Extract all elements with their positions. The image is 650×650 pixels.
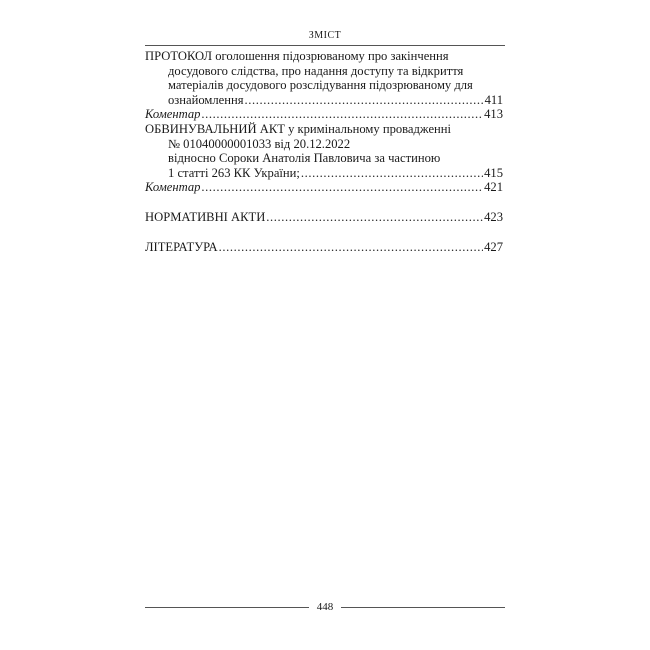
toc-entry-comment-1[interactable]: [145, 107, 503, 122]
toc-entry-text: НОРМАТИВНІ АКТИ: [145, 209, 266, 224]
toc-page-number: 423: [484, 209, 503, 224]
toc-entry-line: відносно Сороки Анатолія Павловича за частиною: [168, 151, 441, 166]
toc-entry-text: ЛІТЕРАТУРА: [145, 239, 218, 254]
toc-entry-line: ОБВИНУВАЛЬНИЙ АКТ у кримінальному провадженні: [145, 121, 452, 136]
page-footer: [145, 601, 505, 613]
toc-entry-last-line: [145, 93, 503, 108]
toc-page-number: 421: [484, 180, 503, 195]
dot-leader: [201, 107, 483, 122]
toc-entry-line: матеріалів досудового розслідування підозрюваному для: [168, 78, 473, 93]
toc-entry-text: ознайомлення: [168, 92, 244, 107]
header-rule: [145, 45, 505, 46]
toc-entry-line: ПРОТОКОЛ оголошення підозрюваному про закінчення: [145, 49, 449, 63]
toc-entry-line: № 01040000001033 від 20.12.2022: [168, 136, 351, 151]
toc-entry-protocol[interactable]: [145, 49, 503, 107]
table-of-contents: [145, 49, 503, 254]
toc-entry-last-line: [145, 166, 503, 181]
spacer: [145, 225, 503, 240]
toc-entry-text: Коментар: [145, 180, 201, 195]
page-number: 448: [316, 601, 334, 613]
dot-leader: [301, 166, 483, 181]
toc-entry-line: досудового слідства, про надання доступу та відкриття: [168, 63, 464, 78]
dot-leader: [245, 93, 484, 108]
toc-entry-indictment[interactable]: [145, 122, 503, 180]
toc-page-number: 415: [484, 165, 503, 180]
toc-entry-normative-acts[interactable]: [145, 210, 503, 225]
toc-entry-text: Коментар: [145, 107, 201, 122]
dot-leader: [266, 210, 483, 225]
spacer: [145, 195, 503, 210]
toc-page-number: 427: [484, 239, 503, 254]
toc-page-number: 411: [484, 92, 503, 107]
toc-entry-literature[interactable]: [145, 240, 503, 255]
running-head: ЗМІСТ: [308, 30, 342, 41]
toc-page-number: 413: [484, 107, 503, 122]
dot-leader: [201, 180, 483, 195]
footer-rule-left: [145, 607, 309, 608]
toc-entry-text: 1 статті 263 КК України;: [168, 165, 300, 180]
dot-leader: [219, 240, 484, 255]
toc-entry-comment-2[interactable]: [145, 180, 503, 195]
footer-rule-right: [341, 607, 505, 608]
